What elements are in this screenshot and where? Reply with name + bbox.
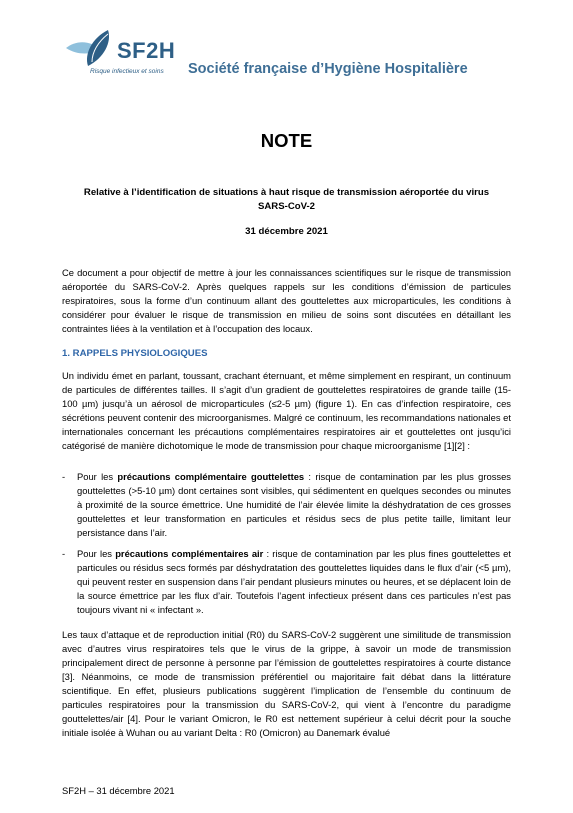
section-heading-1: 1. RAPPELS PHYSIOLOGIQUES — [62, 348, 208, 359]
logo-leaf-icon — [62, 26, 122, 72]
page-footer: SF2H – 31 décembre 2021 — [62, 785, 175, 796]
bullet-prefix: Pour les — [77, 548, 116, 559]
society-name: Société française d’Hygiène Hospitalière — [188, 61, 468, 77]
bullet-dash: - — [62, 471, 66, 482]
bullet-prefix: Pour les — [77, 471, 118, 482]
bullet-dash: - — [62, 548, 66, 559]
paragraph-2: Les taux d’attaque et de reproduction initial (R0) du SARS-CoV-2 suggèrent une similitude de transmission avec d’autres virus respiratoires tels que le virus de la grippe, à savoir un mode de transmission principalement direct de personne à personne par l’émission de gouttelettes respiratoires à courte distance [3]. Néanmoins, ce mode de transmission préférentiel ou majoritaire fait débat dans la littérature scientifique. En effet, plusieurs publications suggèrent l’implication de l’ensemble du continuum de particules respiratoires pour la transmission du SARS-CoV-2, qui vient à l’encontre du paradigme gouttelettes/air [4]. Pour le variant Omicron, le R0 est nettement supérieur à celui décrit pour la souche initiale isolée à Wuhan ou au variant Delta : R0 (Omicron) au Danemark évalué — [62, 629, 511, 738]
document-subtitle: Relative à l’identification de situations à haut risque de transmission aéroportée du virus SARS-CoV-2 — [83, 187, 490, 212]
bullet-highlight: précautions complémentaires air — [115, 548, 264, 559]
document-date: 31 décembre 2021 — [245, 226, 328, 237]
bullet-body: : risque de contamination par les plus fines gouttelettes et particules ou résidus secs formés par déshydratation des gouttelettes liquides dans le flux d’air (<5 µm), qui peuvent rester en suspension dans l’air pendant plusieurs minutes ou heures, et se déplacent loin de la source émettrice par les flux d’air. Toutefois l’agent infectieux présent dans ces particules n’est pas toujours vivant ni « infectant ». — [77, 548, 511, 615]
document-title: NOTE — [260, 130, 313, 151]
intro-paragraph: Ce document a pour objectif de mettre à jour les connaissances scientifiques sur le risque de transmission aéroportée du SARS-CoV-2. Après quelques rappels sur les conditions d’émission de particules respiratoires, sous la forme d’un continuum allant des gouttelettes aux microparticules, les conditions à considérer pour évaluer le risque de transmission en milieu de soins sont discutées en détaillant les contraintes liées à la ventilation et à l’occupation des locaux. — [62, 267, 511, 334]
bullet-item — [62, 547, 511, 617]
bullet-highlight: précautions complémentaire gouttelettes — [117, 471, 305, 482]
bullet-text — [77, 470, 511, 540]
paragraph-1: Un individu émet en parlant, toussant, crachant éternuant, et même simplement en respirant, un continuum de particules de différentes tailles. Il s’agit d’un gradient de gouttelettes respiratoires de grande taille (15-100 µm) jusqu’à un aérosol de microparticules (≤2-5 µm) (figure 1). En cas d’infection respiratoire, ces sécrétions peuvent contenir des microorganismes. Malgré ce continuum, les recommandations nationales et internationales concernant les précautions complémentaires respiratoires air et gouttelettes ont jusqu’ici catégorisé de manière dichotomique le mode de transmission pour chaque microorganisme [1][2] : — [62, 370, 511, 451]
bullet-item — [62, 470, 511, 540]
bullet-body: : risque de contamination par les plus grosses gouttelettes (>5-10 µm) dont certaines sont visibles, qui sédimentent en quelques secondes ou minutes à proximité de la source émettrice. Une humidité de l’air élevée limite la déshydratation de ces grosses gouttelettes et leur transformation en particules et résidus secs de plus petite taille, limitant leur persistance dans l’air. — [77, 471, 511, 538]
logo-text: SF2H — [117, 38, 176, 63]
bullet-text — [77, 547, 511, 617]
logo-tagline: Risque infectieux et soins — [90, 68, 164, 75]
sf2h-logo — [62, 26, 182, 78]
